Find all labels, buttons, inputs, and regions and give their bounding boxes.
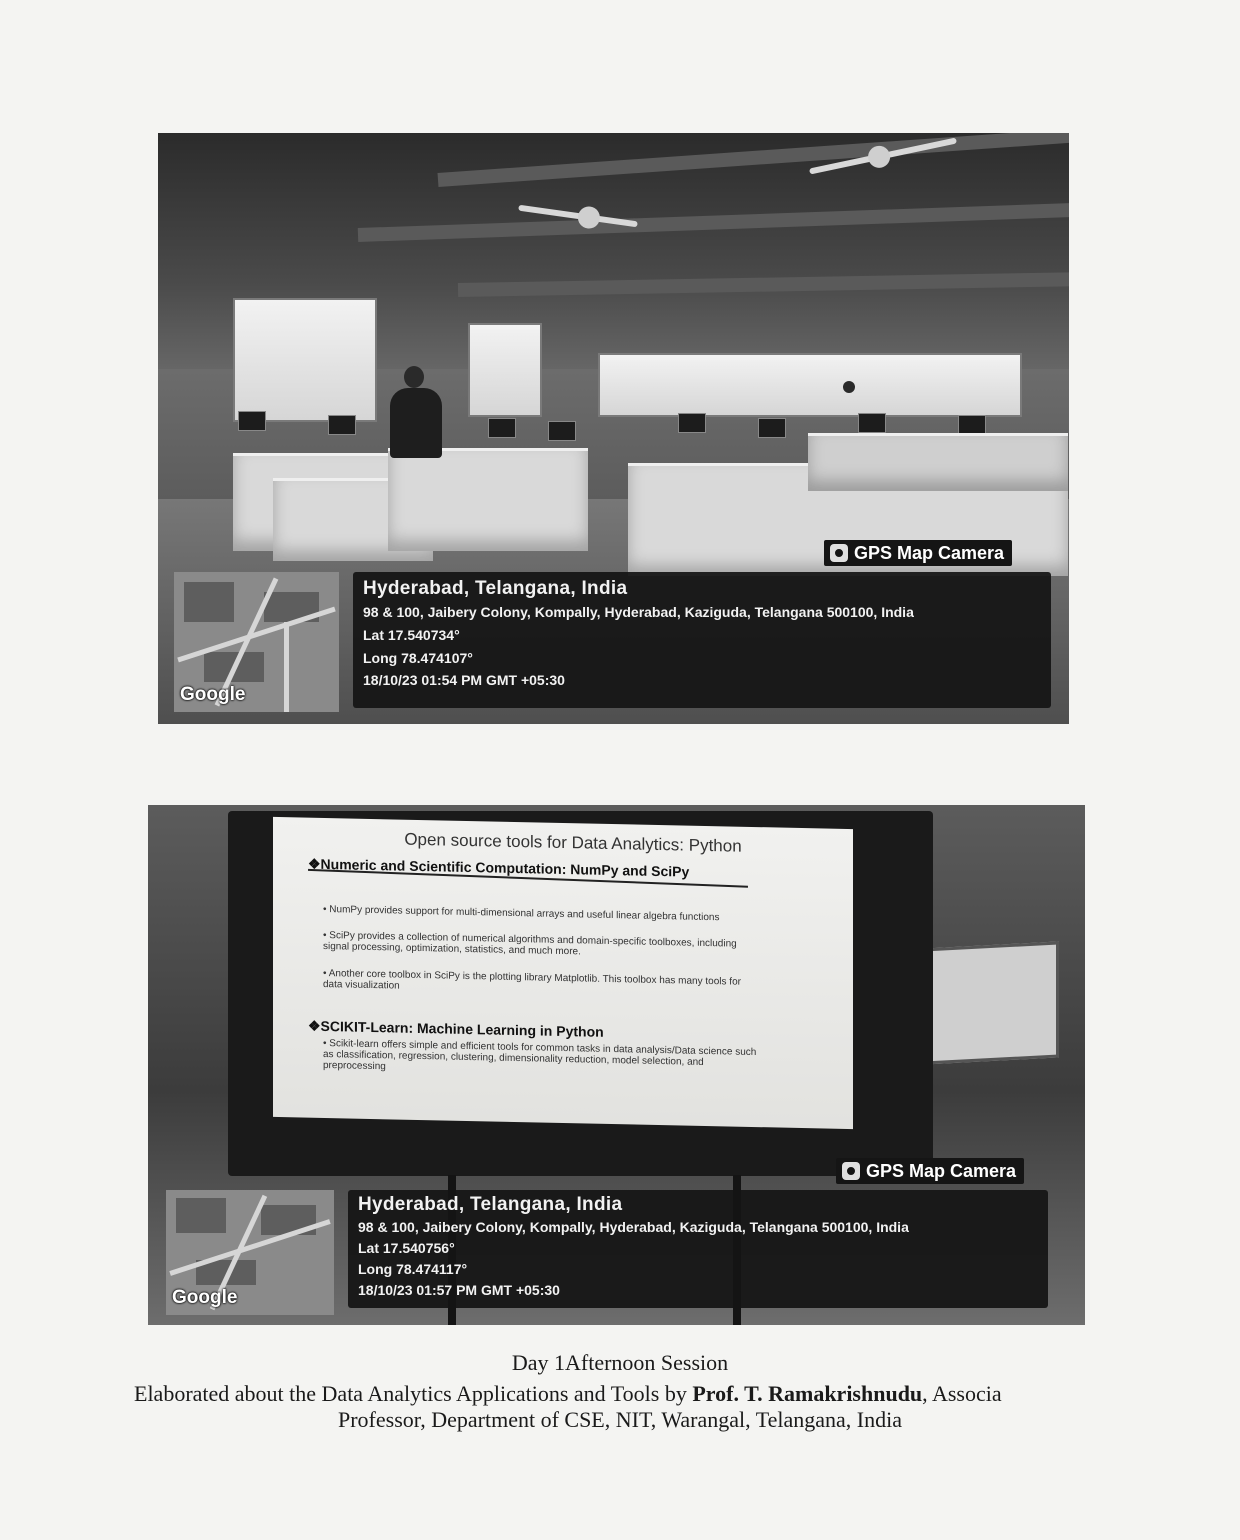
google-logo: Google — [172, 1287, 238, 1308]
person-head — [843, 381, 855, 393]
description-line — [134, 1381, 1002, 1407]
slide-bullet: • Another core toolbox in SciPy is the plotting library Matplotlib. This toolbox has many tools for data visualization — [323, 967, 741, 992]
slide-heading-scikit: ❖SCIKIT-Learn: Machine Learning in Python — [308, 1017, 604, 1040]
presentation-photo — [148, 805, 1085, 1325]
monitor — [238, 411, 266, 431]
monitor — [758, 418, 786, 438]
map-thumbnail — [166, 1190, 334, 1315]
person — [390, 388, 442, 458]
datetime-text: 18/10/23 01:57 PM GMT +05:30 — [358, 1282, 560, 1298]
location-title: Hyderabad, Telangana, India — [358, 1194, 623, 1215]
monitor — [958, 415, 986, 435]
window — [233, 298, 377, 422]
window — [468, 323, 542, 417]
session-description — [0, 1381, 1240, 1409]
map-block — [176, 1198, 226, 1233]
slide-bullet: • SciPy provides a collection of numerical algorithms and domain-specific toolboxes, including signal processing, optimization, statistics, and much more. — [323, 929, 737, 958]
description-text: Elaborated about the Data Analytics Applications and Tools by — [134, 1381, 693, 1406]
slide-bullet: • NumPy provides support for multi-dimensional arrays and useful linear algebra functions — [323, 903, 720, 924]
camera-icon — [830, 544, 848, 562]
gps-info-panel — [353, 572, 1051, 708]
person-head — [404, 366, 424, 388]
monitor — [488, 418, 516, 438]
address-text: 98 & 100, Jaibery Colony, Kompally, Hyderabad, Kaziguda, Telangana 500100, India — [358, 1219, 909, 1235]
badge-label: GPS Map Camera — [854, 542, 1005, 563]
badge-label: GPS Map Camera — [866, 1160, 1017, 1181]
datetime-text: 18/10/23 01:54 PM GMT +05:30 — [363, 672, 565, 688]
location-title: Hyderabad, Telangana, India — [363, 578, 628, 599]
presentation-slide — [273, 817, 853, 1129]
classroom-photo — [158, 133, 1069, 724]
monitor — [328, 415, 356, 435]
slide-bullet: • Scikit-learn offers simple and efficient tools for common tasks in data analysis/Data science such as classification, regression, clustering, dimensionality reduction, model selection, and preprocessing — [323, 1037, 757, 1073]
map-thumbnail — [174, 572, 339, 712]
map-block — [184, 582, 234, 622]
banner-poster — [923, 941, 1059, 1064]
slide-heading-numeric: ❖Numeric and Scientific Computation: NumPy and SciPy — [308, 855, 690, 880]
google-logo: Google — [180, 684, 246, 705]
camera-icon — [842, 1162, 860, 1180]
gps-info-panel — [348, 1190, 1048, 1308]
session-caption: Day 1Afternoon Session — [511, 1350, 729, 1375]
description-text-end: , Associa — [922, 1381, 1002, 1406]
desk — [388, 448, 588, 551]
speaker-name: Prof. T. Ramakrishnudu — [692, 1381, 923, 1406]
monitor — [858, 413, 886, 433]
desk — [808, 433, 1068, 491]
gps-map-camera-badge — [824, 540, 1012, 566]
address-text: 98 & 100, Jaibery Colony, Kompally, Hyderabad, Kaziguda, Telangana 500100, India — [363, 604, 914, 620]
monitor — [678, 413, 706, 433]
gps-map-camera-badge — [836, 1158, 1024, 1184]
window — [598, 353, 1022, 417]
longitude-text: Long 78.474117° — [358, 1261, 468, 1277]
latitude-text: Lat 17.540756° — [358, 1240, 455, 1256]
monitor — [548, 421, 576, 441]
map-road — [284, 622, 289, 712]
longitude-text: Long 78.474107° — [363, 650, 473, 666]
slide-title: Open source tools for Data Analytics: Python — [404, 829, 742, 856]
speaker-affiliation: Professor, Department of CSE, NIT, Warangal, Telangana, India — [338, 1407, 902, 1432]
latitude-text: Lat 17.540734° — [363, 627, 460, 643]
